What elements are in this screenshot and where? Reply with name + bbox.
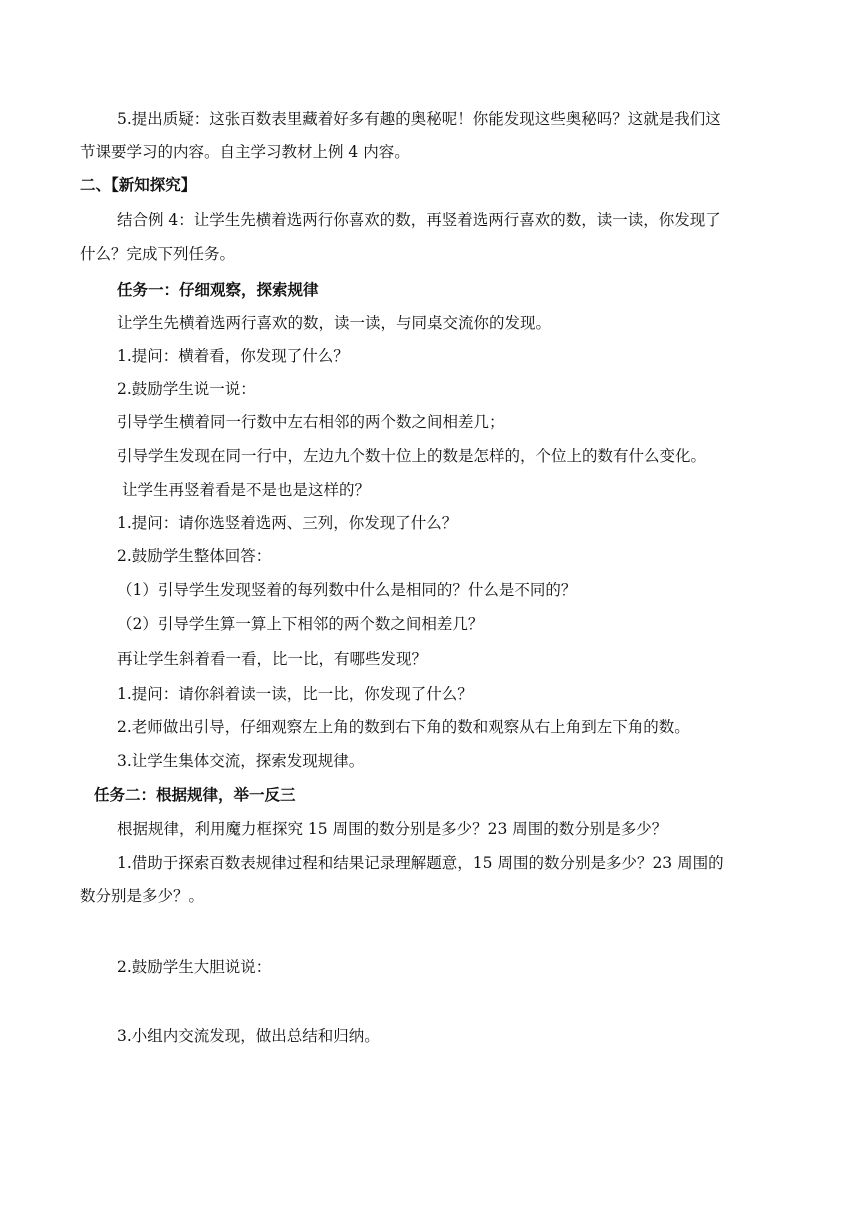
paragraph-question-line-2: 节课要学习的内容。自主学习教材上例 4 内容。 [80,143,410,161]
vertical-step-2: 2.鼓励学生整体回答： [117,547,272,565]
paragraph-question-line-1: 5.提出质疑：这张百数表里藏着好多有趣的奥秘呢！你能发现这些奥秘吗？这就是我们这 [117,110,721,128]
section-heading-new-knowledge: 二、【新知探究】 [80,175,197,194]
vertical-step-1: 1.提问：请你选竖着选两、三列，你发现了什么？ [117,514,458,532]
vertical-guide-2: （2）引导学生算一算上下相邻的两个数之间相差几？ [117,615,484,633]
task-two-intro: 根据规律，利用魔力框探究 15 周围的数分别是多少？23 周围的数分别是多少？ [117,820,668,838]
diagonal-step-1: 1.提问：请你斜着读一读，比一比，你发现了什么？ [117,685,473,703]
task-two-step-1-line-2: 数分别是多少？。 [80,887,205,905]
paragraph-example-line-1: 结合例 4：让学生先横着选两行你喜欢的数，再竖着选两行喜欢的数，读一读，你发现了 [117,211,721,229]
diagonal-step-2: 2.老师做出引导，仔细观察左上角的数到右下角的数和观察从右上角到左下角的数。 [117,718,690,736]
task-one-guide-1: 引导学生横着同一行数中左右相邻的两个数之间相差几； [117,413,505,431]
task-one-step-1: 1.提问：横着看，你发现了什么？ [117,347,349,365]
task-two-step-1-line-1: 1.借助于探索百数表规律过程和结果记录理解题意，15 周围的数分别是多少？23 周围的 [117,854,724,872]
task-one-heading: 任务一：仔细观察，探索规律 [117,280,319,299]
task-one-step-2: 2.鼓励学生说一说： [117,380,256,398]
vertical-look-intro: 让学生再竖着看是不是也是这样的？ [122,481,371,499]
task-one-guide-2: 引导学生发现在同一行中，左边九个数十位上的数是怎样的，个位上的数有什么变化。 [117,447,707,465]
task-two-step-3: 3.小组内交流发现，做出总结和归纳。 [117,1027,380,1045]
paragraph-example-line-2: 什么？完成下列任务。 [80,245,236,263]
task-one-intro: 让学生先横着选两行喜欢的数，读一读，与同桌交流你的发现。 [117,314,552,332]
diagonal-look-intro: 再让学生斜着看一看，比一比，有哪些发现？ [117,650,428,668]
task-two-heading: 任务二：根据规律，举一反三 [94,785,296,804]
vertical-guide-1: （1）引导学生发现竖着的每列数中什么是相同的？什么是不同的？ [117,581,577,599]
task-two-step-2: 2.鼓励学生大胆说说： [117,958,272,976]
diagonal-step-3: 3.让学生集体交流，探索发现规律。 [117,752,365,770]
